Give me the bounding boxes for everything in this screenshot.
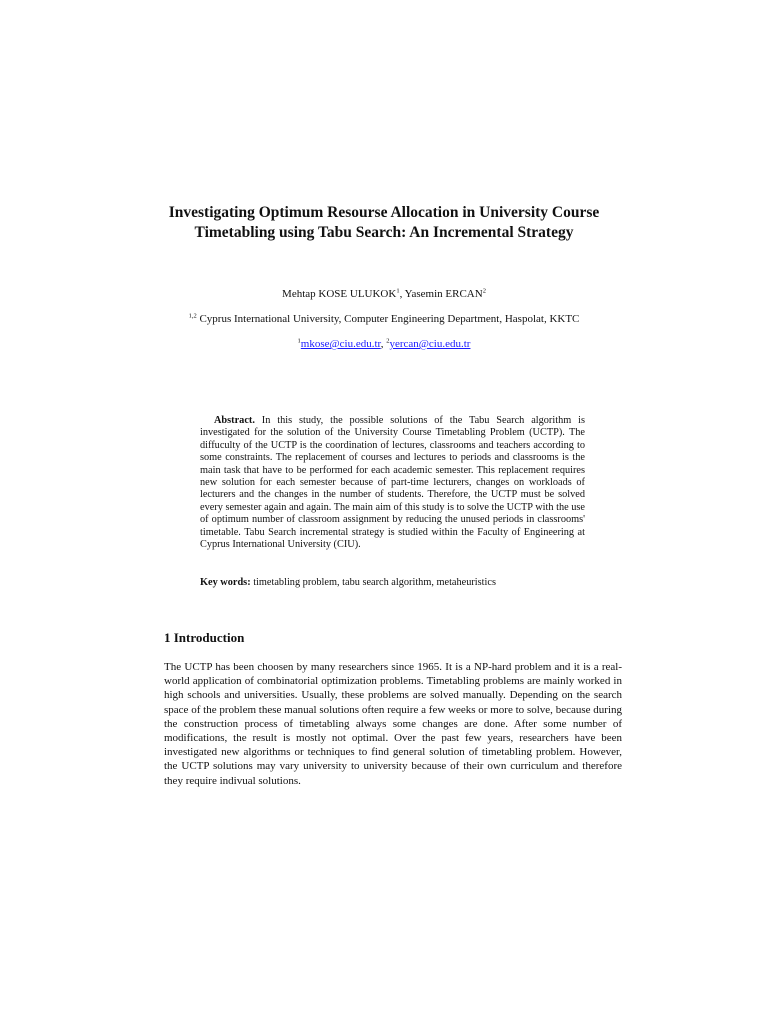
abstract-text: In this study, the possible solutions of the Tabu Search algorithm is investigated for the solution of the University Course Timetabling Problem (UCTP). The diffuculty of the UCTP is the coordination of lectures, classrooms and teachers according to some constraints. The replacement of courses and lectures to periods and classrooms is the main task that have to be performed for each academic semester. This replacement requires new solution for each semester because of part-time lecturers, changes on workloads of lecturers and the changes in the number of students. Therefore, the UCTP must be solved every semester again and again. The main aim of this study is to solve the UCTP with the use of optimum number of classroom assignment by reducing the unused periods in classrooms' timetable. Tabu Search incremental strategy is studied within the Faculty of Engineering at Cyprus International University (CIU). xyxy=(200,415,585,551)
affiliation-text: Cyprus International University, Computer Engineering Department, Haspolat, KKTC xyxy=(196,313,580,325)
paper-title: Investigating Optimum Resourse Allocation in University Course Timetabling using Tabu Search: An Incremental Strategy xyxy=(168,204,600,241)
author-2-superscript: 2 xyxy=(482,287,486,295)
introduction-heading: 1 Introduction xyxy=(164,630,245,645)
email-2-link[interactable]: yercan@ciu.edu.tr xyxy=(389,338,471,350)
author-1-superscript: 1 xyxy=(396,287,400,295)
author-line xyxy=(150,287,618,301)
affiliation-line xyxy=(150,312,618,326)
email-line xyxy=(150,337,618,351)
email-separator: , xyxy=(380,338,387,350)
author-separator: , xyxy=(399,288,405,300)
author-1-name: Mehtap KOSE ULUKOK xyxy=(282,288,397,300)
introduction-paragraph: The UCTP has been choosen by many researchers since 1965. It is a NP-hard problem and it is a real-world application of combinatorial optimization problems. Timetabling problems are mainly worked in high schools and universities. Usually, these problems are solved manually. Depending on the search space of the problem these manual solutions often require a few weeks or more to solve, because during the construction process of timetabling always some changes are done. After some number of modifications, the result is mostly not optimal. Over the past few years, researchers have been investigated new algorithms or techniques to find general solution of timetabling problem. However, the UCTP solutions may vary university to university because of their own curriculum and therefore they require indivual solutions. xyxy=(164,661,622,787)
affiliation-superscript: 1,2 xyxy=(188,312,197,320)
keywords-line xyxy=(200,577,585,589)
abstract-paragraph xyxy=(200,415,585,551)
author-2-name: Yasemin ERCAN xyxy=(404,288,483,300)
abstract-label: Abstract. xyxy=(214,415,255,426)
email-1-superscript: 1 xyxy=(297,337,301,345)
keywords-label: Key words: xyxy=(200,577,251,588)
keywords-text: timetabling problem, tabu search algorithm, metaheuristics xyxy=(250,577,496,588)
email-2-superscript: 2 xyxy=(386,337,390,345)
email-1-link[interactable]: mkose@ciu.edu.tr xyxy=(300,338,381,350)
